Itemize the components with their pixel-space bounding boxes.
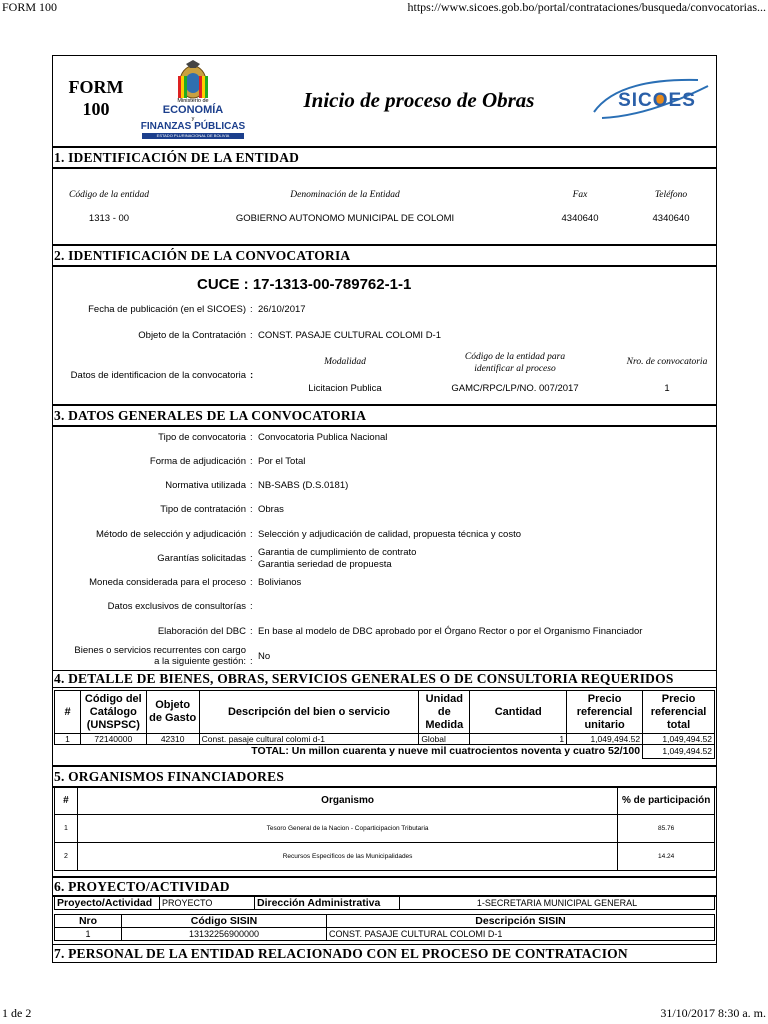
s3-colon-2: : (250, 480, 253, 491)
s4-c-total: 1,049,494.52 (643, 734, 715, 745)
s6-sisin-header (55, 915, 715, 928)
s5-r1-org: Tesoro General de la Nacion - Coparticipacion Tributaria (77, 815, 617, 843)
s3-label-8: Elaboración del DBC (157, 626, 246, 637)
s2-datos-label: Datos de identificacion de la convocatoria (70, 370, 246, 381)
s2-codigo-entidad: GAMC/RPC/LP/NO. 007/2017 (451, 383, 579, 394)
s4-header-row (55, 691, 715, 734)
s4-c-objeto: 42310 (146, 734, 199, 745)
s4-c-cantidad: 1 (470, 734, 567, 745)
s6-proyecto-row (55, 897, 715, 910)
s6-l-proy: Proyecto/Actividad (55, 897, 160, 910)
s5-h-pct: % de participación (618, 787, 715, 815)
s5-r2-num: 2 (55, 843, 78, 871)
ministry-logo (138, 58, 248, 142)
page-title: FORM 100 (2, 0, 58, 14)
s3-label-0: Tipo de convocatoria (158, 432, 246, 443)
s6-h-sisin: Código SISIN (122, 915, 327, 928)
s6-h-nro: Nro (55, 915, 122, 928)
section-6-header: 6. PROYECTO/ACTIVIDAD (52, 876, 717, 897)
s2-h-modalidad: Modalidad (324, 357, 366, 367)
s6-h-desc: Descripción SISIN (327, 915, 715, 928)
s1-h-codigo: Código de la entidad (69, 190, 149, 200)
s4-h-num: # (55, 691, 81, 734)
s2-modalidad: Licitacion Publica (308, 383, 382, 394)
s2-objeto-value: CONST. PASAJE CULTURAL COLOMI D-1 (258, 330, 441, 341)
s3-colon-5: : (250, 553, 253, 564)
s1-denominacion: GOBIERNO AUTONOMO MUNICIPAL DE COLOMI (235, 213, 455, 224)
ministry-economia: ECONOMÍA (162, 104, 224, 116)
s6-l-dir: Dirección Administrativa (255, 897, 400, 910)
s2-nro: 1 (664, 383, 670, 394)
s4-h-descripcion: Descripción del bien o servicio (199, 691, 419, 734)
s2-h-codigo: Código de la entidad para identificar al proceso (464, 352, 566, 374)
bolivia-coat-of-arms-icon (138, 58, 248, 102)
s2-cuce: CUCE : 17-1313-00-789762-1-1 (197, 276, 412, 293)
ministry-small-text: Ministerio de (177, 98, 209, 104)
s6-v-proy: PROYECTO (160, 897, 255, 910)
s3-label-5: Garantías solicitadas (157, 553, 246, 564)
s3-label-4: Método de selección y adjudicación (96, 529, 246, 540)
s2-h-nro: Nro. de convocatoria (626, 357, 708, 367)
s5-h-org: Organismo (77, 787, 617, 815)
section-3-header: 3. DATOS GENERALES DE LA CONVOCATORIA (52, 404, 717, 427)
s3-label-1: Forma de adjudicación (149, 456, 246, 467)
s5-header-row (55, 787, 715, 815)
s3-label-2: Normativa utilizada (165, 480, 246, 491)
s3-value-0: Convocatoria Publica Nacional (258, 432, 388, 443)
s4-c-num: 1 (55, 734, 81, 745)
ministry-finanzas: FINANZAS PÚBLICAS (140, 121, 246, 132)
s2-colon-3: : (250, 370, 254, 381)
s5-r1-num: 1 (55, 815, 78, 843)
s3-bienes-label (56, 645, 246, 667)
s3-value-4: Selección y adjudicación de calidad, propuesta técnica y costo (258, 529, 521, 540)
s1-fax: 4340640 (561, 213, 599, 224)
s3-label-3: Tipo de contratación (160, 504, 246, 515)
s1-codigo: 1313 - 00 (88, 213, 130, 224)
s4-h-objeto: Objeto de Gasto (146, 691, 199, 734)
table-row (55, 843, 715, 871)
ministry-y: y (191, 116, 195, 122)
s1-h-telefono: Teléfono (654, 190, 688, 200)
frame-top-border (52, 55, 716, 56)
print-datetime: 31/10/2017 8:30 a. m. (660, 1006, 766, 1020)
s6-v-dir: 1-SECRETARIA MUNICIPAL GENERAL (400, 897, 715, 910)
sicoes-text: SICOES (618, 90, 696, 111)
s3-bienes-label-2: a la siguiente gestión: (154, 656, 246, 667)
s3-value-5a: Garantia de cumplimiento de contrato (258, 547, 417, 558)
s3-value-6: Bolivianos (258, 577, 302, 588)
s6-c-desc: CONST. PASAJE CULTURAL COLOMI D-1 (327, 928, 715, 941)
s4-h-unidad: Unidad de Medida (419, 691, 470, 734)
s4-h-unitario: Precio referencial unitario (567, 691, 643, 734)
form-title: Inicio de proceso de Obras (303, 88, 535, 112)
s3-colon-9: : (250, 656, 253, 667)
form-code: 100 (82, 99, 110, 119)
s4-h-total: Precio referencial total (643, 691, 715, 734)
s3-value-3: Obras (258, 504, 284, 515)
section-5-header: 5. ORGANISMOS FINANCIADORES (52, 765, 717, 788)
s3-colon-7: : (250, 601, 253, 612)
page-url: https://www.sicoes.gob.bo/portal/contrataciones/busqueda/convocatorias... (407, 0, 766, 14)
s2-colon-2: : (250, 330, 253, 341)
s4-total-row (55, 745, 715, 759)
s4-table (54, 690, 715, 759)
s3-colon-1: : (250, 456, 253, 467)
table-row (55, 815, 715, 843)
s3-value-1: Por el Total (258, 456, 306, 467)
s2-fecha-label: Fecha de publicación (en el SICOES) (88, 304, 246, 315)
s1-h-denominacion: Denominación de la Entidad (290, 190, 400, 200)
s4-c-catalogo: 72140000 (81, 734, 147, 745)
s3-colon-3: : (250, 504, 253, 515)
s4-c-unitario: 1,049,494.52 (567, 734, 643, 745)
section-2-header: 2. IDENTIFICACIÓN DE LA CONVOCATORIA (52, 244, 717, 267)
form-label: FORM (68, 77, 124, 97)
s5-table (54, 786, 715, 871)
page-indicator: 1 de 2 (2, 1006, 32, 1020)
s4-total-value: 1,049,494.52 (643, 745, 715, 759)
table-row (55, 928, 715, 941)
section-7-header: 7. PERSONAL DE LA ENTIDAD RELACIONADO CON EL PROCESO DE CONTRATACION (52, 944, 717, 963)
form-number (62, 76, 130, 120)
s3-value-2: NB-SABS (D.S.0181) (258, 480, 349, 491)
s2-colon-1: : (250, 304, 253, 315)
s6-table-top (54, 896, 715, 910)
s4-h-cantidad: Cantidad (470, 691, 567, 734)
s2-fecha-value: 26/10/2017 (258, 304, 306, 315)
s4-c-unidad: Global (419, 734, 470, 745)
s1-telefono: 4340640 (652, 213, 690, 224)
sicoes-logo (588, 72, 714, 124)
s5-r2-pct: 14.24 (618, 843, 715, 871)
s4-total-label: TOTAL: Un millon cuarenta y nueve mil cuatrocientos noventa y cuatro 52/100 (55, 745, 643, 759)
s6-table-sisin (54, 914, 715, 941)
table-row (55, 734, 715, 745)
s3-value-5b: Garantia seriedad de propuesta (258, 559, 392, 570)
s1-h-fax: Fax (572, 190, 588, 200)
section-4-header: 4. DETALLE DE BIENES, OBRAS, SERVICIOS GENERALES O DE CONSULTORIA REQUERIDOS (52, 670, 717, 688)
s3-colon-4: : (250, 529, 253, 540)
s3-bienes-label-1: Bienes o servicios recurrentes con cargo (74, 645, 246, 656)
ministry-band: ESTADO PLURINACIONAL DE BOLIVIA (142, 133, 244, 139)
s2-objeto-label: Objeto de la Contratación (138, 330, 246, 341)
s5-h-num: # (55, 787, 78, 815)
s6-c-sisin: 13132256900000 (122, 928, 327, 941)
s3-bienes-value: No (258, 651, 271, 662)
s3-label-7: Datos exclusivos de consultorías (107, 601, 246, 612)
s3-colon-8: : (250, 626, 253, 637)
s3-colon-0: : (250, 432, 253, 443)
s5-r2-org: Recursos Especificos de las Municipalidades (77, 843, 617, 871)
s4-c-descripcion: Const. pasaje cultural colomi d-1 (199, 734, 419, 745)
s3-value-8: En base al modelo de DBC aprobado por el Órgano Rector o por el Organismo Financiador (258, 626, 643, 637)
s3-label-6: Moneda considerada para el proceso (89, 577, 246, 588)
section-1-header: 1. IDENTIFICACIÓN DE LA ENTIDAD (52, 146, 717, 169)
s4-h-catalogo: Código del Catálogo (UNSPSC) (81, 691, 147, 734)
s6-c-nro: 1 (55, 928, 122, 941)
s3-colon-6: : (250, 577, 253, 588)
s5-r1-pct: 85.76 (618, 815, 715, 843)
